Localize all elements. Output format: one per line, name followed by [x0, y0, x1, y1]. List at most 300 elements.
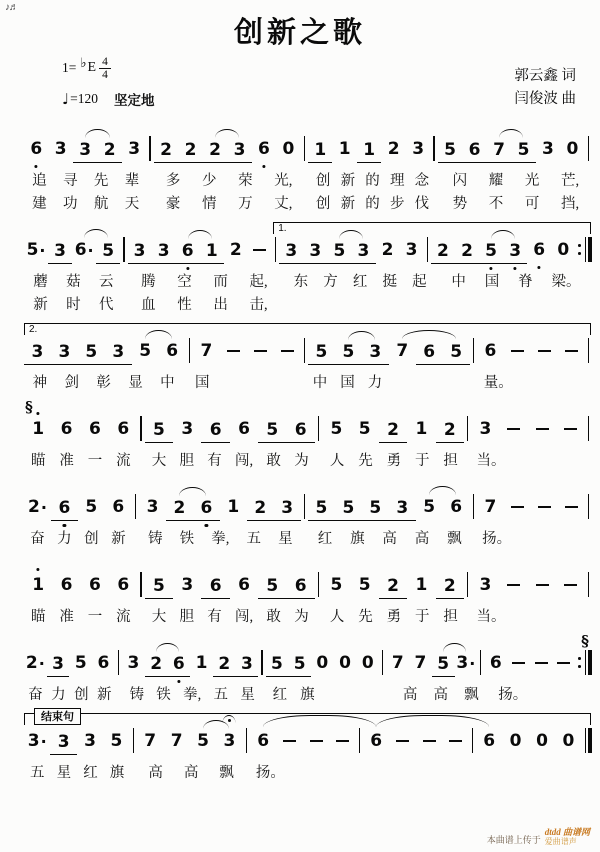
lyric-syllable: 时: [66, 297, 81, 313]
note: [52, 573, 80, 597]
note: [145, 574, 173, 598]
lyric-syllable: 铁: [156, 687, 171, 703]
lyric-cell: [130, 270, 278, 291]
lyric-syllable: 奋: [30, 531, 45, 547]
beam-group: [479, 239, 527, 264]
dash-note: [389, 729, 415, 753]
beam-group: [487, 138, 536, 163]
repeat-barline: [578, 237, 592, 262]
lyric-cell: [286, 293, 434, 314]
note-digit: 6: [88, 575, 101, 595]
note: [24, 729, 50, 753]
lyrics-row: [24, 527, 592, 548]
barline: [318, 416, 319, 441]
note-digit: 3: [309, 240, 322, 261]
note: [52, 417, 80, 441]
note-digit: 3: [369, 341, 382, 362]
note-digit: 6: [209, 575, 222, 596]
note: [471, 573, 499, 597]
beam-group: [154, 138, 203, 163]
lyric-cell: [442, 293, 590, 314]
notes-row: [24, 338, 592, 363]
note-digit: 5: [437, 653, 450, 674]
lyric-spacer: [261, 683, 269, 704]
lyric-syllable: 扬。: [498, 687, 528, 703]
note-digit: 2: [381, 240, 394, 260]
note-digit: 1: [195, 653, 208, 673]
beam-group: [201, 418, 229, 443]
lyric-syllable: 为: [294, 453, 309, 469]
note: [351, 573, 379, 597]
lyric-cell: [24, 169, 147, 190]
lyric-syllable: 新: [111, 531, 126, 547]
lyric-cell: [478, 527, 590, 548]
note-digit: 3: [54, 240, 67, 261]
lyric-syllable: 当。: [476, 609, 506, 625]
lyric-syllable: 国: [194, 375, 210, 391]
measure: [386, 651, 477, 675]
note-digit: 5: [315, 497, 328, 518]
note: [24, 238, 48, 262]
note: [322, 417, 350, 441]
dash-glyph: [310, 740, 323, 742]
lyric-cell: [191, 371, 301, 392]
music-line: [24, 223, 592, 314]
thin-bar: [585, 237, 586, 262]
note-digit: 3: [479, 419, 492, 439]
beam-group: [145, 574, 173, 599]
note-digit: 0: [509, 731, 522, 751]
note-digit: 1: [314, 139, 327, 160]
lyric-syllable: 高: [414, 531, 430, 547]
key-prefix: 1=: [62, 60, 77, 75]
lyric-syllable: 奋: [28, 687, 43, 703]
thin-bar: [585, 728, 586, 753]
lyric-syllable: 新: [33, 297, 48, 313]
note-digit: 6: [484, 341, 497, 361]
barline: [427, 237, 428, 262]
lyric-syllable: 人: [329, 453, 345, 469]
dash-glyph: [396, 740, 409, 742]
notes-row: [24, 136, 592, 161]
dash-glyph: [536, 428, 549, 430]
note-digit: 3: [52, 653, 64, 674]
note-digit: 0: [557, 240, 570, 260]
lyric-syllable: 神: [32, 375, 48, 391]
lyric-cell: [138, 761, 244, 782]
lyric-syllable: 显: [128, 375, 143, 391]
note: [381, 137, 405, 161]
beam-group: [379, 418, 407, 443]
note-digit: 3: [57, 731, 70, 752]
lyric-spacer: [244, 761, 252, 782]
lyric-syllable: 代: [99, 297, 114, 313]
note: [431, 239, 455, 263]
lyric-syllable: 航: [93, 196, 109, 212]
lyric-syllable: 多: [165, 173, 181, 189]
lyric-syllable: 闪: [452, 173, 468, 189]
note: [193, 496, 220, 520]
note: [152, 239, 176, 263]
dash-note: [416, 729, 442, 753]
time-signature-beats: 4: [99, 56, 111, 69]
lyric-cell: [442, 270, 590, 291]
note: [103, 729, 129, 753]
dash-glyph: [507, 428, 520, 430]
lyric-syllable: 闯,: [235, 453, 254, 469]
low-octave-dot: [262, 165, 265, 168]
lyric-syllable: 腾: [141, 274, 156, 290]
note: [236, 652, 259, 676]
lyric-syllable: 闯,: [235, 609, 254, 625]
barline: [473, 494, 474, 519]
note-digit: 2: [254, 497, 267, 518]
dash-note: [504, 495, 531, 519]
barline: [304, 338, 305, 363]
note: [109, 573, 137, 597]
note-digit: 1: [205, 240, 218, 261]
note-digit: 3: [181, 575, 194, 595]
note-digit: 5: [271, 653, 283, 674]
note: [477, 339, 504, 363]
lyric-syllable: 挡,: [561, 196, 580, 212]
notes-row: [24, 572, 592, 597]
lyric-syllable: 于: [415, 609, 430, 625]
time-signature: [99, 56, 111, 81]
dash-note: [558, 339, 585, 363]
lyric-syllable: 红: [317, 531, 333, 547]
note-digit: 6: [30, 139, 43, 159]
note: [50, 730, 76, 754]
note-digit: 0: [282, 139, 295, 159]
dash-note: [531, 495, 558, 519]
lyric-syllable: 铁: [179, 531, 195, 547]
note: [173, 573, 201, 597]
beam-group: [128, 239, 176, 264]
lyric-syllable: 耀: [488, 173, 504, 189]
lyric-syllable: 准: [59, 609, 74, 625]
rest-note: [502, 729, 528, 753]
note-digit: 1: [415, 575, 428, 595]
note: [279, 239, 303, 263]
lyric-spacer: [301, 371, 309, 392]
note: [200, 239, 224, 263]
dash-note: [553, 651, 576, 675]
dash-glyph: [449, 740, 462, 742]
note: [376, 238, 400, 262]
barline: [140, 416, 141, 441]
lyric-syllable: 天: [124, 196, 140, 212]
note-digit: 1: [32, 419, 45, 439]
note-digit: 3: [133, 240, 146, 261]
barline: [473, 338, 474, 363]
lyrics-row: [24, 605, 592, 626]
dash-glyph: [511, 506, 524, 508]
ending-section-bracket: [24, 710, 591, 725]
note: [527, 238, 551, 262]
note: [479, 239, 503, 263]
note: [122, 137, 146, 161]
note: [166, 496, 193, 520]
note: [81, 573, 109, 597]
measure: [24, 339, 186, 363]
note-digit: 7: [414, 653, 427, 673]
lyric-syllable: 先: [358, 609, 373, 625]
dash-note: [528, 573, 556, 597]
lyric-syllable: 国: [484, 274, 500, 290]
lyric-syllable: 中: [451, 274, 466, 290]
note: [438, 138, 463, 162]
note: [400, 238, 424, 262]
lyric-cell: [323, 605, 465, 626]
note: [308, 340, 335, 364]
note-digit: 3: [31, 341, 44, 362]
lyric-syllable: 一: [87, 453, 103, 469]
lyric-syllable: 担: [443, 609, 458, 625]
note: [389, 339, 416, 363]
dash-note: [247, 339, 274, 363]
lyric-syllable: 剑: [64, 375, 80, 391]
measure: [476, 729, 582, 753]
lyric-cell: [145, 449, 315, 470]
note: [389, 496, 416, 520]
note-digit: 2: [387, 419, 399, 440]
note: [335, 496, 362, 520]
lyric-cell: [155, 192, 303, 213]
note-digit: 3: [412, 139, 425, 159]
lyric-spacer: [476, 761, 484, 782]
beam-group: [247, 496, 301, 521]
beam-group: [213, 652, 258, 677]
lyric-syllable: 大: [151, 453, 167, 469]
note: [48, 239, 72, 263]
note-digit: 5: [139, 341, 152, 361]
note: [536, 137, 561, 161]
measure: [477, 495, 585, 519]
note: [227, 138, 252, 162]
beam-group: [201, 574, 229, 599]
rest-note: [334, 651, 357, 675]
note: [24, 573, 52, 597]
lyric-spacer: [434, 293, 442, 314]
note: [51, 496, 78, 520]
lyric-cell: [311, 192, 434, 213]
lyric-syllable: 五: [246, 531, 261, 547]
note: [163, 729, 189, 753]
note-digit: 5: [444, 139, 456, 160]
repeat-dots: [578, 657, 581, 667]
note-digit: 6: [489, 653, 502, 673]
note: [201, 574, 229, 598]
lyric-cell: [24, 371, 183, 392]
music-line: [24, 324, 592, 392]
note-digit: 2: [229, 240, 242, 260]
tempo-value: =120: [70, 91, 98, 106]
lyric-syllable: 击,: [249, 297, 268, 313]
note: [436, 418, 464, 442]
note: [476, 729, 502, 753]
dash-glyph: [535, 662, 548, 664]
thin-bar: [585, 650, 586, 675]
dash-glyph: [565, 350, 578, 352]
lyric-syllable: 勇: [386, 453, 402, 469]
music-line: [24, 483, 592, 548]
dash-note: [248, 238, 272, 262]
lyric-syllable: 铸: [148, 531, 163, 547]
lyric-syllable: 彰: [96, 375, 111, 391]
segno-icon: §: [581, 632, 589, 650]
lyric-syllable: 光: [524, 173, 540, 189]
measure: [128, 238, 272, 262]
lyric-spacer: [279, 293, 287, 314]
note: [224, 238, 248, 262]
lyric-syllable: 有: [207, 609, 222, 625]
barline: [467, 572, 468, 597]
notes-row: [24, 416, 592, 441]
lyric-cell: [309, 371, 472, 392]
lyric-syllable: 旗: [109, 765, 125, 781]
lyric-syllable: 为: [294, 609, 309, 625]
note: [48, 137, 72, 161]
dash-note: [274, 339, 301, 363]
measure: [24, 495, 132, 519]
lyric-cell: [139, 527, 301, 548]
rest-note: [560, 137, 585, 161]
note-digit: 3: [223, 731, 236, 751]
beam-group: [258, 418, 315, 443]
lyric-cell: [472, 449, 590, 470]
beam-group: [432, 652, 455, 677]
lyric-syllable: 力: [51, 687, 66, 703]
barline: [359, 728, 360, 753]
lyric-syllable: 菇: [66, 274, 81, 290]
note: [409, 651, 432, 675]
barline: [480, 650, 481, 675]
note: [258, 574, 286, 598]
lyrics-row: [24, 761, 592, 782]
lyric-syllable: 云: [99, 274, 114, 290]
lyric-syllable: 星: [240, 687, 255, 703]
note: [73, 138, 98, 162]
lyric-spacer: [434, 169, 442, 190]
note: [128, 239, 152, 263]
lyric-syllable: 准: [59, 453, 74, 469]
high-octave-dot: [37, 412, 40, 415]
lyric-syllable: 伐: [414, 196, 430, 212]
beam-group: [176, 239, 224, 264]
barline: [588, 136, 589, 161]
lyric-syllable: 胆: [179, 453, 194, 469]
note: [322, 573, 350, 597]
lyric-syllable: 流: [116, 609, 131, 625]
dash-glyph: [536, 584, 549, 586]
measure: [322, 417, 464, 441]
note: [97, 138, 122, 162]
note: [193, 339, 220, 363]
note: [24, 495, 51, 519]
lyric-syllable: 力: [57, 531, 72, 547]
dash-note: [276, 729, 302, 753]
barline: [472, 728, 473, 753]
barline: [318, 572, 319, 597]
note-digit: 5: [450, 341, 463, 362]
note-digit: 6: [533, 240, 546, 260]
note-digit: 6: [294, 419, 307, 440]
note-digit: 6: [74, 240, 87, 260]
note-digit: 6: [60, 419, 73, 439]
note-digit: 5: [266, 419, 279, 440]
lyric-cell: [24, 761, 130, 782]
dash-note: [500, 417, 528, 441]
watermark-text: 本曲谱上传于: [486, 835, 541, 845]
lyric-cell: [145, 605, 315, 626]
repeat-dot: [578, 244, 581, 247]
site-logo: [545, 828, 590, 846]
lyric-syllable: 拳,: [183, 687, 202, 703]
note-digit: 6: [166, 341, 179, 361]
lyric-spacer: [303, 169, 311, 190]
lyric-syllable: 红: [83, 765, 98, 781]
thick-bar: [588, 728, 592, 753]
lyric-syllable: 念: [414, 173, 430, 189]
lyrics-row: [24, 169, 592, 190]
lyric-syllable: 空: [177, 274, 192, 290]
measure: [250, 729, 356, 753]
barline: [133, 728, 134, 753]
lyrics-row: [24, 293, 592, 314]
note-digit: 5: [342, 341, 355, 362]
lyric-syllable: 五: [30, 765, 45, 781]
barline: [246, 728, 247, 753]
note: [332, 137, 356, 161]
lyric-syllable: 创: [74, 687, 89, 703]
note-digit: 7: [484, 497, 497, 517]
note-digit: 2: [184, 139, 197, 160]
lyric-syllable: 高: [402, 687, 418, 703]
note: [362, 496, 389, 520]
note-digit: 0: [316, 653, 329, 673]
beam-group: [308, 340, 335, 365]
lyric-cell: [24, 192, 147, 213]
note-digit: 5: [74, 653, 87, 673]
lyric-syllable: 新: [97, 687, 112, 703]
note-digit: 3: [128, 139, 141, 159]
lyric-syllable: 铸: [129, 687, 144, 703]
lyric-syllable: 先: [358, 453, 373, 469]
lyric-syllable: 荣: [238, 173, 253, 189]
note: [154, 138, 179, 162]
lyric-syllable: 丈,: [274, 196, 293, 212]
lyric-syllable: 可: [524, 196, 540, 212]
measure: [431, 238, 575, 262]
note: [96, 239, 120, 263]
barline: [382, 650, 383, 675]
note-digit: 6: [112, 497, 125, 517]
note: [190, 729, 216, 753]
barline: [304, 136, 305, 161]
lyric-syllable: 血: [141, 297, 156, 313]
lyric-syllable: 新: [340, 196, 356, 212]
note: [24, 137, 48, 161]
lyric-syllable: 旗: [300, 687, 315, 703]
measure: [145, 573, 315, 597]
note: [92, 651, 115, 675]
beam-group: [96, 239, 120, 264]
lyric-syllable: 功: [63, 196, 78, 212]
note-digit: 2: [28, 497, 40, 517]
lyric-syllable: 高: [433, 687, 448, 703]
note-digit: 6: [423, 341, 436, 362]
